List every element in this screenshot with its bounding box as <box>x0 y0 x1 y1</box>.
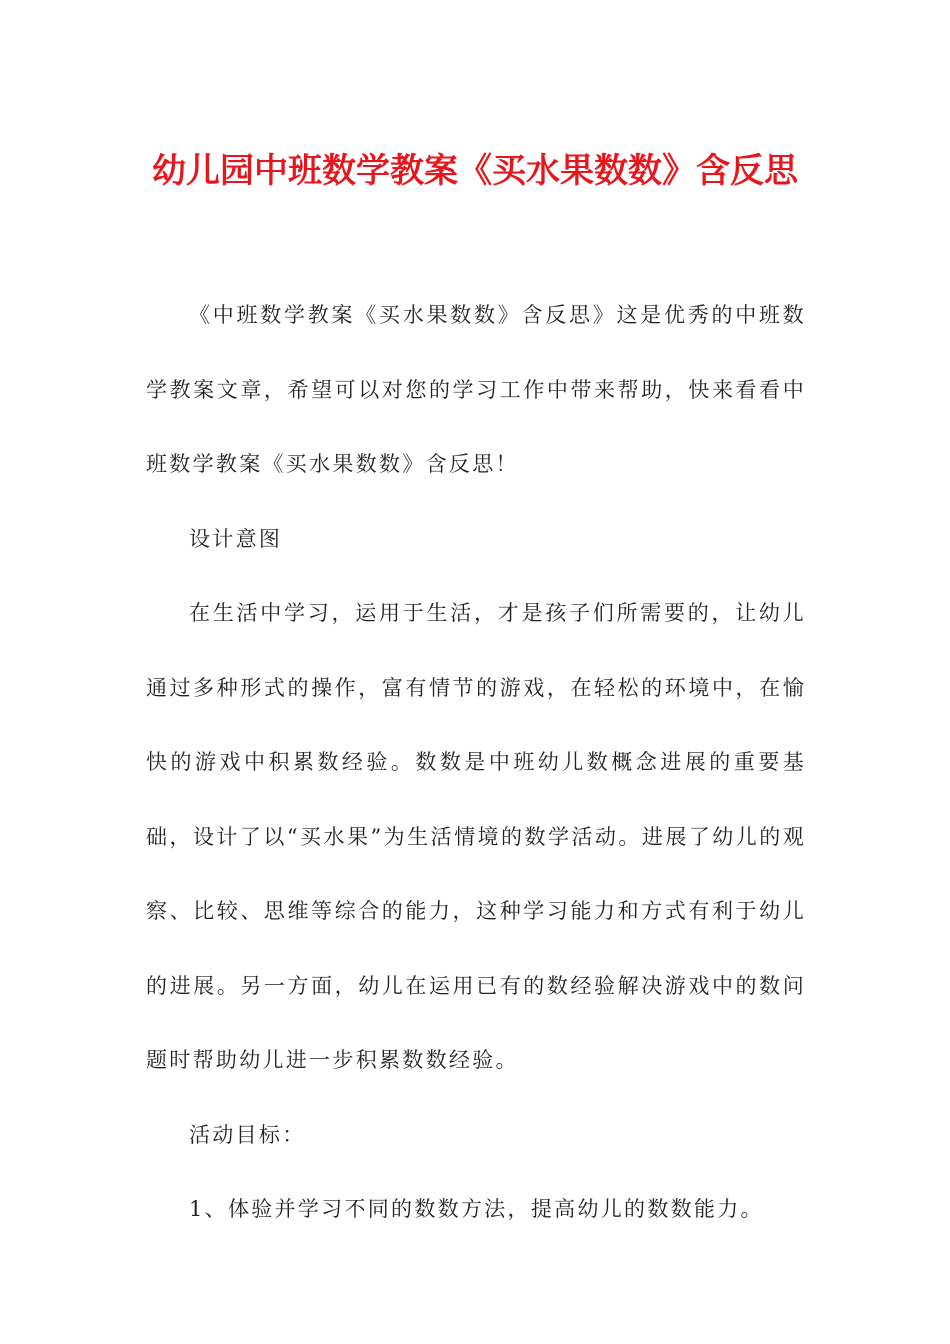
paragraph-design-intent: 在生活中学习，运用于生活，才是孩子们所需要的，让幼儿通过多种形式的操作，富有情节的游戏，在轻松的环境中，在愉快的游戏中积累数经验。数数是中班幼儿数概念进展的重要基础，设计了以“买水果”为生活情境的数学活动。进展了幼儿的观察、比较、思维等综合的能力，这种学习能力和方式有利于幼儿的进展。另一方面，幼儿在运用已有的数经验解决游戏中的数问题时帮助幼儿进一步积累数数经验。 <box>146 601 806 1072</box>
document-title: 幼儿园中班数学教案《买水果数数》含反思 <box>152 151 798 191</box>
list-item-goal-1: 1、体验并学习不同的数数方法，提高幼儿的数数能力。 <box>189 1197 764 1221</box>
heading-design-intent: 设计意图 <box>189 526 283 551</box>
paragraph-intro: 《中班数学教案《买水果数数》含反思》这是优秀的中班数学教案文章，希望可以对您的学习工作中带来帮助，快来看看中班数学教案《买水果数数》含反思！ <box>146 303 806 476</box>
heading-activity-goals: 活动目标： <box>189 1122 306 1147</box>
document-body <box>146 278 806 1247</box>
